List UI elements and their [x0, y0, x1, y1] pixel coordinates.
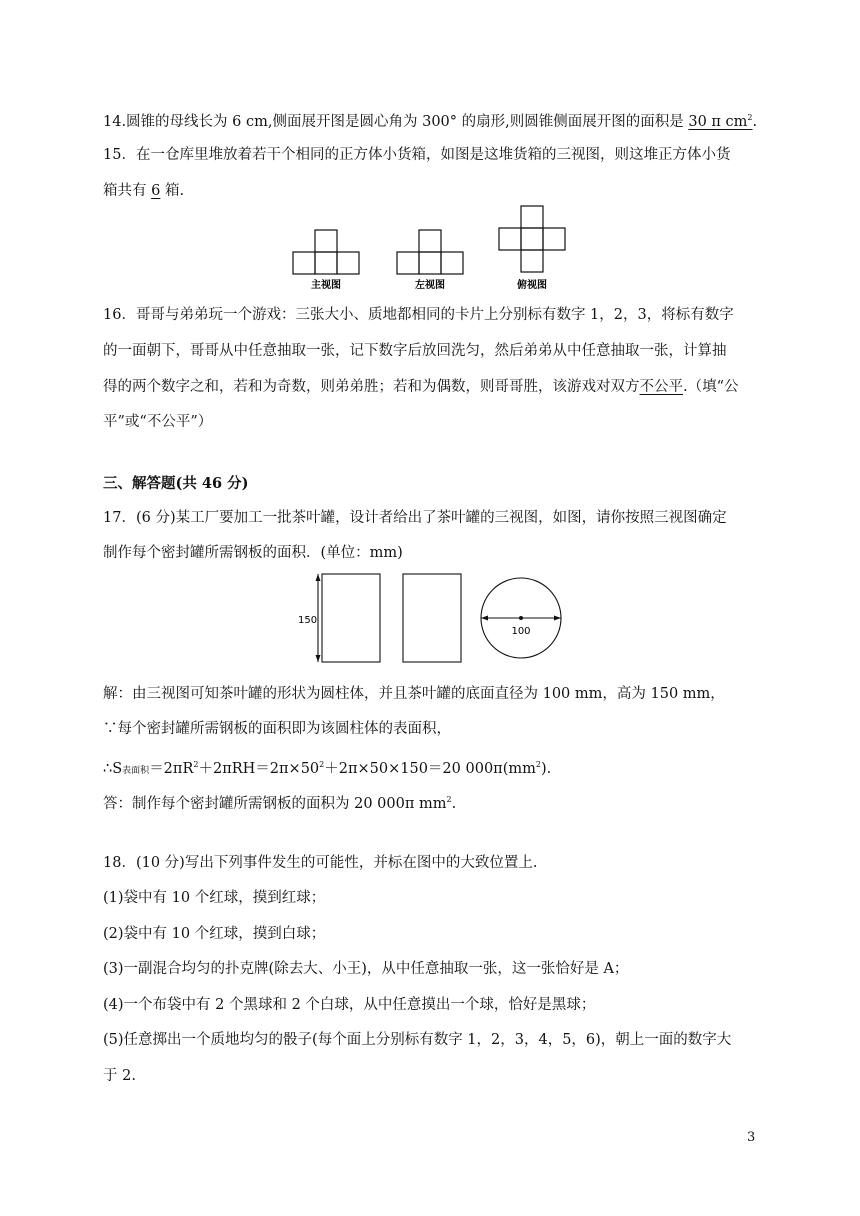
q17-height-label: 150 — [298, 615, 318, 626]
q17-solution-1: 解：由三视图可知茶叶罐的形状为圆柱体，并且茶叶罐的底面直径为 100 mm，高为 150 mm， — [103, 686, 725, 702]
q17-three-views-figure — [292, 570, 567, 670]
q18-line1: 18．(10 分)写出下列事件发生的可能性，并标在图中的大致位置上. — [103, 855, 538, 871]
fig-label-top: 俯视图 — [517, 280, 547, 291]
q14-text — [103, 108, 757, 132]
q14-answer: 30 π $cm^2$ — [688, 113, 753, 130]
q17-solution-3: ∴S表面积$=2\pi R^2+2\pi RH=2\pi\times 50^2+2\pi\times 50\times 150=20$ $000\pi(mm^2)$. — [103, 760, 552, 777]
q15-line2 — [103, 181, 184, 201]
q16-answer: 不公平 — [639, 379, 683, 395]
q18-item-4: (4)一个布袋中有 2 个黑球和 2 个白球，从中任意摸出一个球，恰好是黑球； — [103, 997, 596, 1013]
q17-answer: 答：制作每个密封罐所需钢板的面积为 20 000π $mm^2$. — [103, 795, 457, 812]
q15-line1: 15．在一仓库里堆放着若干个相同的正方体小货箱，如图是这堆货箱的三视图，则这堆正方体小货 — [103, 147, 731, 163]
q14-stem: 14.圆锥的母线长为 6 cm,侧面展开图是圆心角为 300° 的扇形,则圆锥侧面展开图的面积是 — [103, 113, 689, 130]
q17-diameter-label: 100 — [511, 626, 531, 637]
q17-solution-2: ∵每个密封罐所需钢板的面积即为该圆柱体的表面积， — [103, 721, 451, 737]
page-number: 3 — [747, 1130, 756, 1145]
q15-answer: 6 — [151, 183, 161, 199]
q18-item-2: (2)袋中有 10 个红球，摸到白球； — [103, 926, 326, 942]
q16-line2: 的一面朝下，哥哥从中任意抽取一张，记下数字后放回洗匀，然后弟弟从中任意抽取一张，计算抽 — [103, 343, 727, 359]
fig-label-left: 左视图 — [415, 280, 445, 291]
q18-item-5-line2: 于 2. — [103, 1068, 136, 1084]
q17-line2: 制作每个密封罐所需钢板的面积．(单位：mm) — [103, 545, 403, 561]
q16-line1: 16．哥哥与弟弟玩一个游戏：三张大小、质地都相同的卡片上分别标有数字 1，2，3，将标有数字 — [103, 307, 734, 323]
section-3-title: 三、解答题(共 46 分) — [103, 475, 249, 492]
q16-line4: 平”或“不公平”） — [103, 414, 213, 430]
q18-item-1: (1)袋中有 10 个红球，摸到红球； — [103, 890, 326, 906]
q18-item-5-line1: (5)任意掷出一个质地均匀的骰子(每个面上分别标有数字 1，2，3，4，5，6)，朝上一面的数字大 — [103, 1032, 732, 1048]
q16-line3-pre: 得的两个数字之和，若和为奇数，则弟弟胜；若和为偶数，则哥哥胜，该游戏对双方 — [103, 379, 640, 395]
q18-item-3: (3)一副混合均匀的扑克牌(除去大、小王)，从中任意抽取一张，这一张恰好是 A； — [103, 961, 629, 977]
q16-line3-post: .（填“公 — [683, 379, 739, 395]
q15-line2-pre: 箱共有 — [103, 183, 152, 199]
q16-line3 — [103, 377, 739, 397]
q15-line2-post: 箱. — [160, 183, 185, 199]
q17-line1: 17．(6 分)某工厂要加工一批茶叶罐，设计者给出了茶叶罐的三视图，如图，请你按照三视图确定 — [103, 510, 727, 526]
q14-period: . — [752, 113, 758, 130]
q15-three-views-figure — [285, 200, 585, 292]
fig-label-front: 主视图 — [311, 280, 341, 291]
